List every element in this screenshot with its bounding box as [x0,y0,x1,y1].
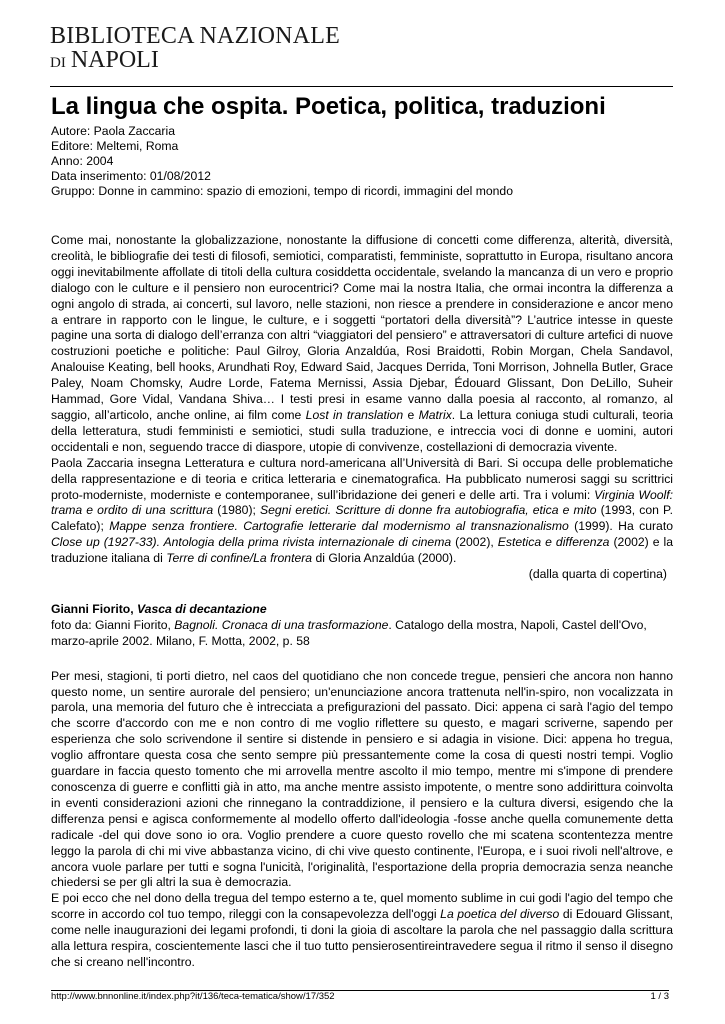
text-run: (2002), [451,535,498,550]
meta-date-inserted: Data inserimento: 01/08/2012 [51,169,211,183]
text-run: Come mai, nonostante la globalizzazione, nonostante la diffusione di concetti come differenza, alterità, diversità, creolità, le bibliografie dei testi di filosofi, semiotici, comparatisti, femministe, soprattutto in Europa, risultano ancora oggi inevitabilmente affollate di titoli della cultura cosiddetta occidentale, svelando la mancanza di un vero e proprio dialogo con le culture e il pensiero non eurocentrici? Come mai la nostra Italia, che ormai incontra la differenza a ogni angolo di strada, ai concerti, sul lavoro, nelle stazioni, non riesce a prendere in considerazione e ancor meno a entrare in rapporto con le lingue, le culture, e i soggetti “portatori della diversità”? L’autrice intesse in queste pagine una sorta di dialogo dell’erranza con altri “viaggiatori del pensiero” e attraversatori di culture artefici di nuove costruzioni poetiche e politiche: Paul Gilroy, Gloria Anzaldúa, Rosi Braidotti, Robin Morgan, Chela Sandavol, Analouise Keating, bell hooks, Arundhati Roy, Edward Said, Jacques Derrida, Toni Morrison, Johnella Butler, Grace Paley, Noam Chomsky, Audre Lorde, Fatema Mernissi, Assia Djebar, Édouard Glissant, Don DeLillo, Suheir Hammad, Gore Vidal, Vandana Shiva… I testi presi in esame vanno dalla poesia al racconto, al romanzo, al saggio, all’articolo, anche online, ai film come [51,233,673,422]
book-title: La poetica del diverso [440,907,560,922]
text-run: . La lettura coniuga studi culturali, teoria della letteratura, studi femministi e semiotici, studi sulla traduzione, e intreccia voci di donne e uomini, autori occidentali e non, seguendo tracce di diaspore, utopie di convivenze, costellazioni di democrazia vivente. [51,407,673,454]
section-heading [51,602,673,618]
summary-paragraph-1 [51,233,673,456]
photographer-name: Gianni Fiorito, [51,601,137,616]
photo-title: Vasca di decantazione [137,601,267,616]
text-run: (2002) e la traduzione italiana di [51,535,673,566]
text-run: foto da: Gianni Fiorito, [51,617,175,632]
text-run: E poi ecco che nel dono della tregua del tempo esterno a te, quel momento sublime in cui godi l'agio del tempo che scorre in accordo col tuo tempo, rileggi con la consapevolezza dell'oggi [51,891,673,922]
text-run: di Gloria Anzaldúa (2000). [312,551,457,566]
book-title: Virginia Woolf: trama e ordito di una scrittura [51,487,673,518]
summary-paragraph-2 [51,456,673,567]
catalog-title: Bagnoli. Cronaca di una trasformazione [174,617,389,632]
film-title: Lost in translation [305,407,404,422]
page-footer [51,990,669,1002]
book-title: Segni eretici. Scritture di donne fra autobiografia, etica e mito [260,503,597,518]
book-title: Terre di confine/La frontera [166,551,313,566]
page-title: La lingua che ospita. Poetica, politica, traduzioni [51,93,606,120]
logo-line-1: BIBLIOTECA NAZIONALE [50,23,340,49]
meta-year: Anno: 2004 [51,154,114,168]
logo-small-di: DI [50,55,66,71]
text-run: (1993, con P. Calefato); [51,503,673,534]
text-run: (1999). Ha curato [568,519,673,534]
essay-paragraph-1: Per mesi, stagioni, ti porti dietro, nel caos del quotidiano che non concede tregue, pensieri che ancora non hanno questo nome, un sentire aurorale del pensiero; un'enunciazione ancora trattenuta nell'in-spiro, non vocalizzata in parola, una memoria del futuro che è intrecciata a prefigurazioni del passato. Dici: appena ci sarà l'agio del tempo che scorre d'accordo con me e non contro di me voglio riflettere su questo, e magari scriverne, sapendo per esperienza che solo scrivendone il sentire si distende in pensiero e si adagia in visione. Dici: appena ho tregua, voglio affrontare questa cosa che sento sempre più pressantemente come la cosa di questi nostri tempi. Voglio guardare in faccia questo tomento che mi arrovella mentre ascolto il mio tempo, mentre mi s'impone di prendere conoscenza di guerre e conflitti già in atto, ma anche mentre assisto impotente, o mentre sono addirittura coinvolta in eventi considerazioni azioni che rinnegano la contraddizione, il pensiero e la cultura diversi, esigendo che la differenza pensi e agisca conformemente al modello offerto dall'ideologia -fosse anche quella comunemente detta radicale -del qui dove sono io ora. Voglio prendere a cuore questo rovello che mi scatena scontentezza mentre leggo la parola di chi mi vive abbastanza vicino, di chi vive questo continente, l'Europa, e i suoi rivoli nell'altrove, e ancora vuole parlare per tutti e sogna l'unicità, l'originalità, l'esportazione della propria democrazia senza neanche chiedersi se per gli altri la sua è democrazia. [51,668,673,890]
essay-section [51,669,673,971]
text-run: Paola Zaccaria insegna Letteratura e cultura nord-americana all’Università di Bari. Si occupa delle problematiche della rappresentazione e di teoria e critica letteraria e cinematografica. Ha pubblicato numerosi saggi su scrittrici proto-moderniste, moderniste e contemporanee, sull’ibridazione dei generi e delle arti. Tra i volumi: [51,455,673,502]
text-run: . Catalogo della mostra, Napoli, Castel dell'Ovo, marzo-aprile 2002. Milano, F. Motta, 2002, p. 58 [51,617,647,648]
logo-napoli: NAPOLI [70,47,159,73]
summary-section [51,233,673,583]
essay-paragraph-2 [51,891,673,971]
meta-group: Gruppo: Donne in cammino: spazio di emozioni, tempo di ricordi, immagini del mondo [51,184,513,198]
meta-author: Autore: Paola Zaccaria [51,124,175,138]
page-number: 1 / 3 [650,991,669,1002]
summary-source: (dalla quarta di copertina) [528,567,667,582]
header-rule [50,86,673,87]
photo-caption [51,618,673,650]
text-run: e [403,407,419,422]
logo-line-2 [50,49,340,74]
book-metadata [51,124,673,199]
meta-publisher: Editore: Meltemi, Roma [51,139,179,153]
footer-url: http://www.bnnonline.it/index.php?it/136/teca-tematica/show/17/352 [51,991,335,1002]
document-body [51,92,673,971]
text-run: di Edouard Glissant, come nelle inaugurazioni dei legami profondi, ti doni la gioia di ascoltare la parola che nel passaggio dalla scrittura alla lettura respira, coscientemente lasci che il tuo tutto pensierosentireintravedere segua il ritmo il senso il disegno che si creano nell'incontro. [51,907,673,969]
book-title: Estetica e differenza [497,535,610,550]
book-title: Close up (1927-33). Antologia della prima rivista internazionale di cinema [51,535,452,550]
book-title: Mappe senza frontiere. Cartografie letterarie dal modernismo al transnazionalismo [109,519,569,534]
photo-section [51,602,673,650]
library-logo [50,24,340,74]
film-title: Matrix [418,407,452,422]
text-run: (1980); [213,503,261,518]
